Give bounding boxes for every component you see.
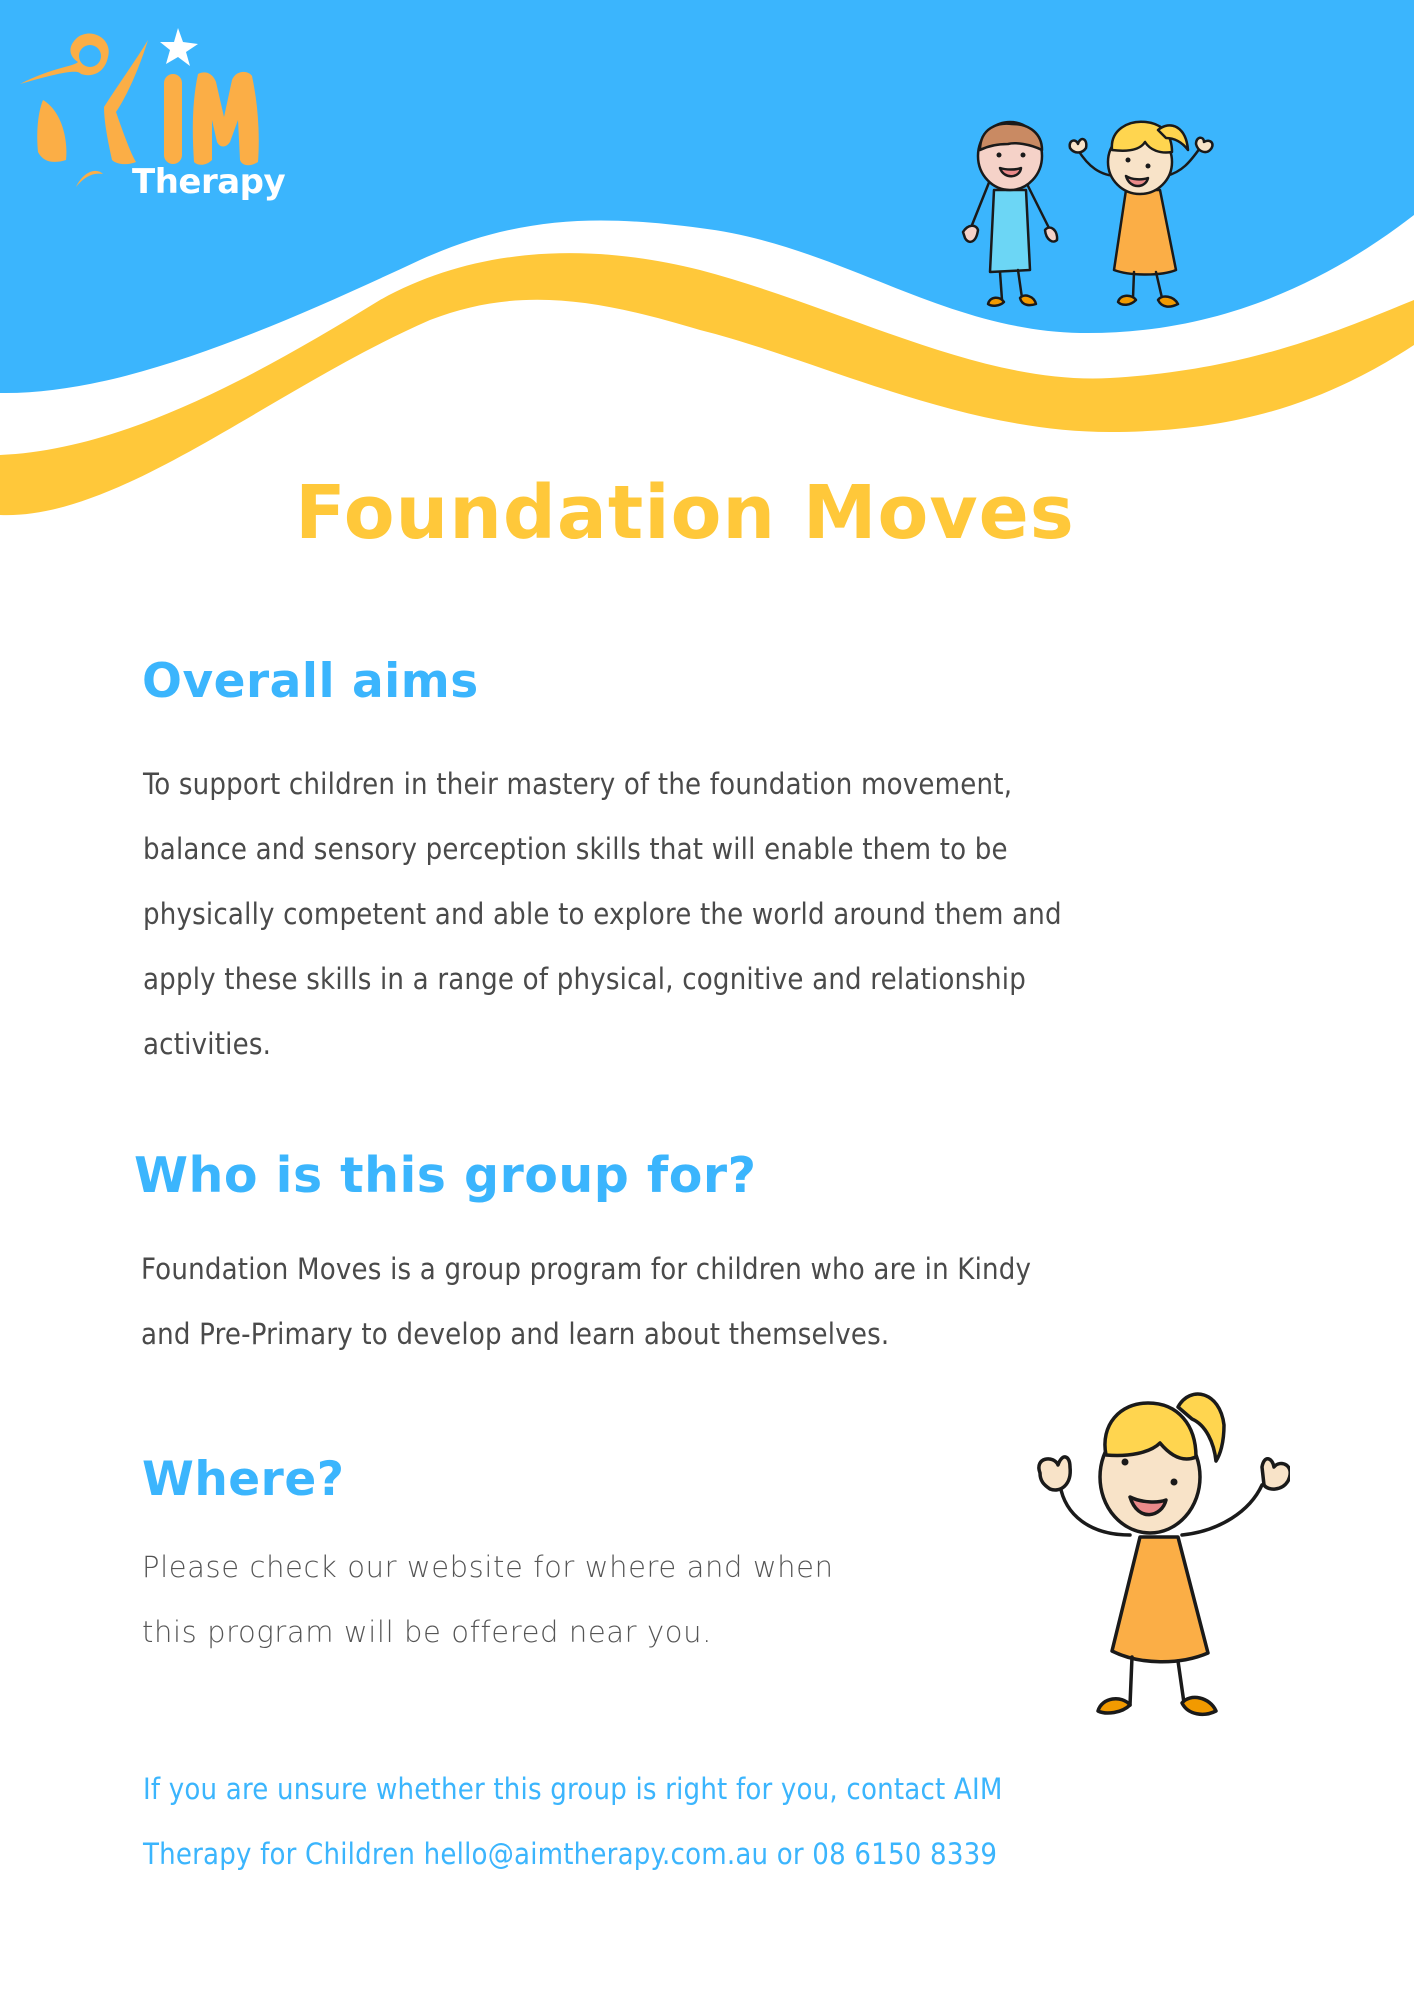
two-children-illustration bbox=[950, 120, 1230, 310]
heading-overall-aims: Overall aims bbox=[142, 654, 479, 709]
aims-line: activities. bbox=[143, 1027, 272, 1061]
who-line: and Pre-Primary to develop and learn about themselves. bbox=[141, 1317, 890, 1351]
aims-line: physically competent and able to explore the world around them and bbox=[143, 897, 1062, 931]
star-icon bbox=[160, 28, 198, 66]
aims-paragraph bbox=[143, 752, 1062, 1077]
aims-line: balance and sensory perception skills that will enable them to be bbox=[143, 832, 1008, 866]
page-title: Foundation Moves bbox=[295, 470, 1075, 556]
aims-line: apply these skills in a range of physical, cognitive and relationship bbox=[143, 962, 1027, 996]
aim-therapy-logo[interactable] bbox=[8, 12, 298, 207]
heading-where: Where? bbox=[142, 1452, 345, 1507]
girl-figure bbox=[1070, 122, 1213, 307]
girl-waving-illustration bbox=[1010, 1385, 1290, 1720]
where-paragraph bbox=[142, 1535, 834, 1665]
heading-who-is-this-for: Who is this group for? bbox=[134, 1147, 757, 1204]
contact-line[interactable]: If you are unsure whether this group is right for you, contact AIM bbox=[143, 1772, 1003, 1806]
who-paragraph bbox=[141, 1237, 1031, 1367]
aims-line: To support children in their mastery of the foundation movement, bbox=[143, 767, 1013, 801]
logo-subtitle: Therapy bbox=[132, 162, 286, 202]
contact-line[interactable]: Therapy for Children hello@aimtherapy.com.au or 08 6150 8339 bbox=[143, 1837, 998, 1871]
where-line: this program will be offered near you. bbox=[142, 1615, 712, 1649]
contact-paragraph bbox=[143, 1757, 1003, 1887]
boy-figure bbox=[963, 122, 1057, 306]
where-line: Please check our website for where and when bbox=[142, 1550, 834, 1584]
who-line: Foundation Moves is a group program for children who are in Kindy bbox=[141, 1252, 1032, 1286]
